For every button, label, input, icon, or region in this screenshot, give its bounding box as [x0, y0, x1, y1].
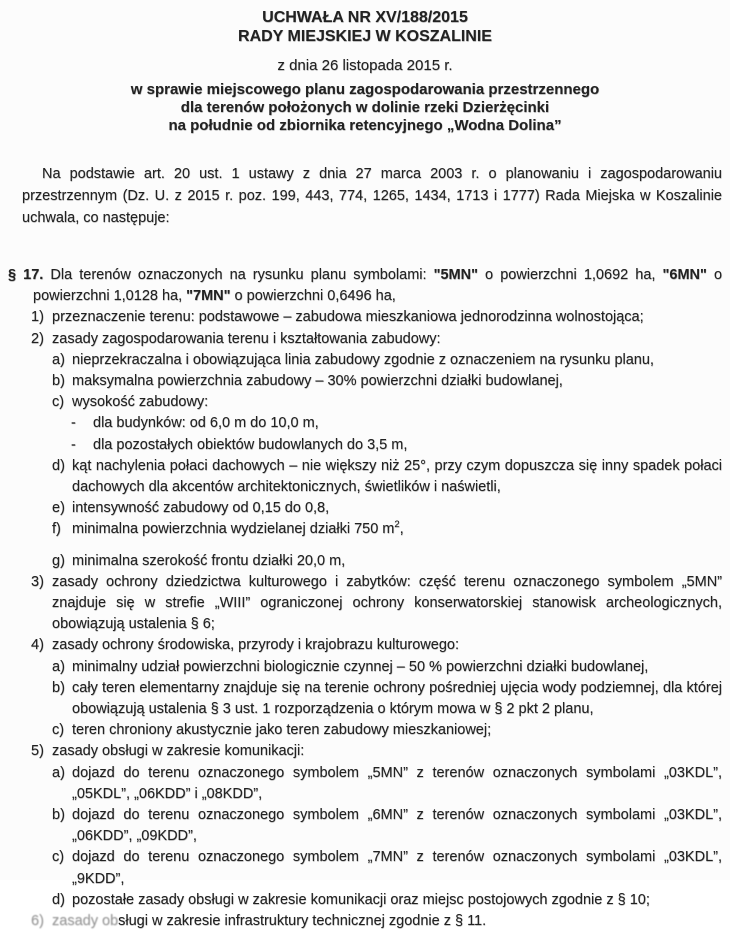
list-item-4a [8, 657, 722, 678]
list-text [72, 373, 563, 389]
list-item-5 [8, 741, 722, 762]
list-marker: 3) [31, 573, 44, 590]
list-text [93, 437, 407, 453]
list-item-2g [8, 551, 722, 572]
list-text [72, 458, 722, 495]
list-text [72, 680, 722, 717]
list-item-2f [8, 519, 722, 540]
text-segment: intensywność zabudowy od 0,15 do 0,8, [72, 500, 330, 517]
subject-line-1: w sprawie miejscowego planu zagospodarowania przestrzennego [130, 81, 600, 98]
text-segment: Dla terenów oznaczonych na rysunku planu symbolami: [43, 267, 434, 283]
list-text [72, 553, 345, 569]
subject-line-2: dla terenów położonych w dolinie rzeki Dzierżęcinki [180, 99, 550, 116]
list-marker: d) [52, 891, 65, 908]
text-segment: o powierzchni 1,0692 ha, [477, 267, 663, 283]
text-segment: "6MN" [662, 267, 707, 283]
list-text [72, 352, 654, 368]
text-segment: zasady ochrony środowiska, przyrody i krajobrazu kulturowego: [52, 637, 459, 654]
list-item-1 [8, 307, 722, 328]
text-segment: dla pozostałych obiektów budowlanych do 3,5 m, [93, 436, 408, 453]
text-segment: minimalna powierzchnia wydzielanej działki 750 m [72, 521, 395, 538]
list-marker: 2) [31, 330, 44, 347]
list-item-2 [8, 329, 722, 350]
text-segment: "5MN" [433, 267, 478, 283]
text-segment: dojazd do terenu oznaczonego symbolem „6MN” z terenów oznaczonych symbolami „03KDL”, „06KDD”, „09KDD”, [72, 807, 722, 845]
list-marker: - [71, 436, 76, 453]
resolution-date: z dnia 26 listopada 2015 r. [277, 57, 453, 74]
text-segment: pozostałe zasady obsługi w zakresie komunikacji oraz miejsc postojowych zgodnie z § 10; [72, 891, 650, 908]
list-item-2c-dash-2 [8, 435, 722, 456]
list-text [52, 574, 722, 632]
list-item-4c [8, 720, 722, 741]
list-marker: a) [52, 351, 65, 368]
list-item-3 [8, 572, 722, 636]
resolution-number: UCHWAŁA NR XV/188/2015 [262, 9, 468, 26]
list-text [72, 521, 404, 537]
list-marker: 6) [31, 913, 44, 930]
list-item-2b [8, 371, 722, 392]
list-item-2e [8, 498, 722, 519]
list-text [52, 309, 644, 325]
text-segment: minimalny udział powierzchni biologicznie czynnej – 50 % powierzchni działki budowlanej, [72, 658, 649, 675]
text-segment: zasady ob [52, 913, 119, 930]
section-17-items [8, 307, 722, 932]
list-marker: 4) [31, 637, 44, 654]
text-segment: "7MN" [186, 288, 231, 305]
text-segment: zasady ochrony dziedzictwa kulturowego i zabytków: część terenu oznaczonego symbolem „5MN” znajduje się w strefie „WIII” ograniczonej ochrony konserwatorskiej stanowisk archeologicznych, obowiązują ustalenia § 6; [52, 573, 722, 633]
text-segment: sługi w zakresie infrastruktury technicznej zgodnie z § 11. [118, 913, 487, 930]
list-item-4b [8, 678, 722, 720]
list-marker: d) [52, 457, 65, 474]
text-segment: zasady zagospodarowania terenu i kształtowania zabudowy: [52, 330, 441, 347]
text-segment: 2 [394, 519, 400, 531]
list-text [72, 659, 648, 675]
list-item-6 [8, 911, 722, 932]
list-marker: c) [52, 394, 65, 411]
list-item-2a [8, 350, 722, 371]
council-name: RADY MIEJSKIEJ W KOSZALINIE [238, 28, 492, 45]
resolution-subject [8, 81, 722, 135]
list-marker: e) [52, 500, 65, 517]
text-segment: przeznaczenie terenu: podstawowe – zabudowa mieszkaniowa jednorodzinna wolnostojąca; [52, 309, 644, 326]
list-text [52, 637, 459, 653]
text-segment: cały teren elementarny znajduje się na terenie ochrony pośredniej ujęcia wody podziemnej, dla której obowiązują ustalenia § 3 ust. 1 rozporządzenia o którym mowa w § 2 pkt 2 planu, [72, 679, 722, 718]
section-17-intro [8, 265, 722, 307]
text-segment: minimalna szerokość frontu działki 20,0 m, [72, 552, 346, 569]
list-text [52, 743, 304, 759]
list-marker: - [71, 415, 76, 432]
text-segment: wysokość zabudowy: [72, 394, 209, 411]
list-text [93, 415, 319, 431]
list-text [72, 500, 329, 516]
text-segment: o powierzchni 0,6496 ha, [230, 288, 396, 305]
list-item-2c [8, 392, 722, 413]
list-text [52, 331, 441, 347]
text-segment: nieprzekraczalna i obowiązująca linia zabudowy zgodnie z oznaczeniem na rysunku planu, [72, 351, 654, 368]
list-item-5c [8, 847, 722, 889]
list-marker: f) [52, 521, 61, 538]
list-item-4 [8, 635, 722, 656]
text-segment: dojazd do terenu oznaczonego symbolem „5MN” z terenów oznaczonych symbolami „03KDL”, „05KDL”, „06KDD” i „08KDD”, [72, 764, 722, 802]
text-segment: maksymalna powierzchnia zabudowy – 30% powierzchni działki budowlanej, [72, 373, 563, 390]
section-17 [8, 265, 722, 932]
list-marker: c) [52, 722, 65, 739]
list-text [72, 849, 722, 886]
list-text [72, 394, 208, 410]
text-segment: zasady obsługi w zakresie komunikacji: [52, 743, 305, 760]
list-marker: a) [52, 764, 65, 781]
list-marker: a) [52, 658, 65, 675]
list-item-2d [8, 456, 722, 498]
list-item-2c-dash-1 [8, 413, 722, 434]
list-marker: b) [52, 373, 65, 390]
text-segment: § 17. [8, 267, 44, 283]
text-segment: teren chroniony akustycznie jako teren zabudowy mieszkaniowej; [72, 722, 492, 739]
list-item-5b [8, 805, 722, 847]
text-segment: kąt nachylenia połaci dachowych – nie większy niż 25°, przy czym dopuszcza się inny spadek połaci dachowych dla akcentów architektonicznych, świetlików i naświetli, [72, 457, 722, 496]
subject-line-3: na południe od zbiornika retencyjnego „Wodna Dolina” [168, 117, 562, 134]
text-segment: dojazd do terenu oznaczonego symbolem „7MN” z terenów oznaczonych symbolami „03KDL”, „9KDD”, [72, 849, 722, 887]
list-text [72, 807, 722, 844]
list-text [72, 892, 650, 908]
list-marker: 1) [31, 309, 44, 326]
list-marker: c) [52, 849, 65, 866]
list-marker: b) [52, 679, 65, 696]
text-segment: o powierzchni 1,0128 ha, [33, 267, 723, 305]
list-text [72, 765, 722, 802]
list-marker: 5) [31, 743, 44, 760]
list-marker: g) [52, 552, 65, 569]
text-segment: dla budynków: od 6,0 m do 10,0 m, [93, 415, 319, 432]
list-text [72, 722, 491, 738]
list-text [52, 913, 486, 929]
list-item-5a [8, 763, 722, 805]
legal-basis-paragraph: Na podstawie art. 20 ust. 1 ustawy z dnia 27 marca 2003 r. o planowaniu i zagospodarowaniu przestrzennym (Dz. U. z 2015 r. poz. 199, 443, 774, 1265, 1434, 1713 i 1777) Rada Miejska w Koszalinie uchwala, co następuje: [22, 166, 722, 226]
text-segment: , [399, 521, 404, 538]
list-marker: b) [52, 807, 65, 824]
list-item-5d [8, 890, 722, 911]
